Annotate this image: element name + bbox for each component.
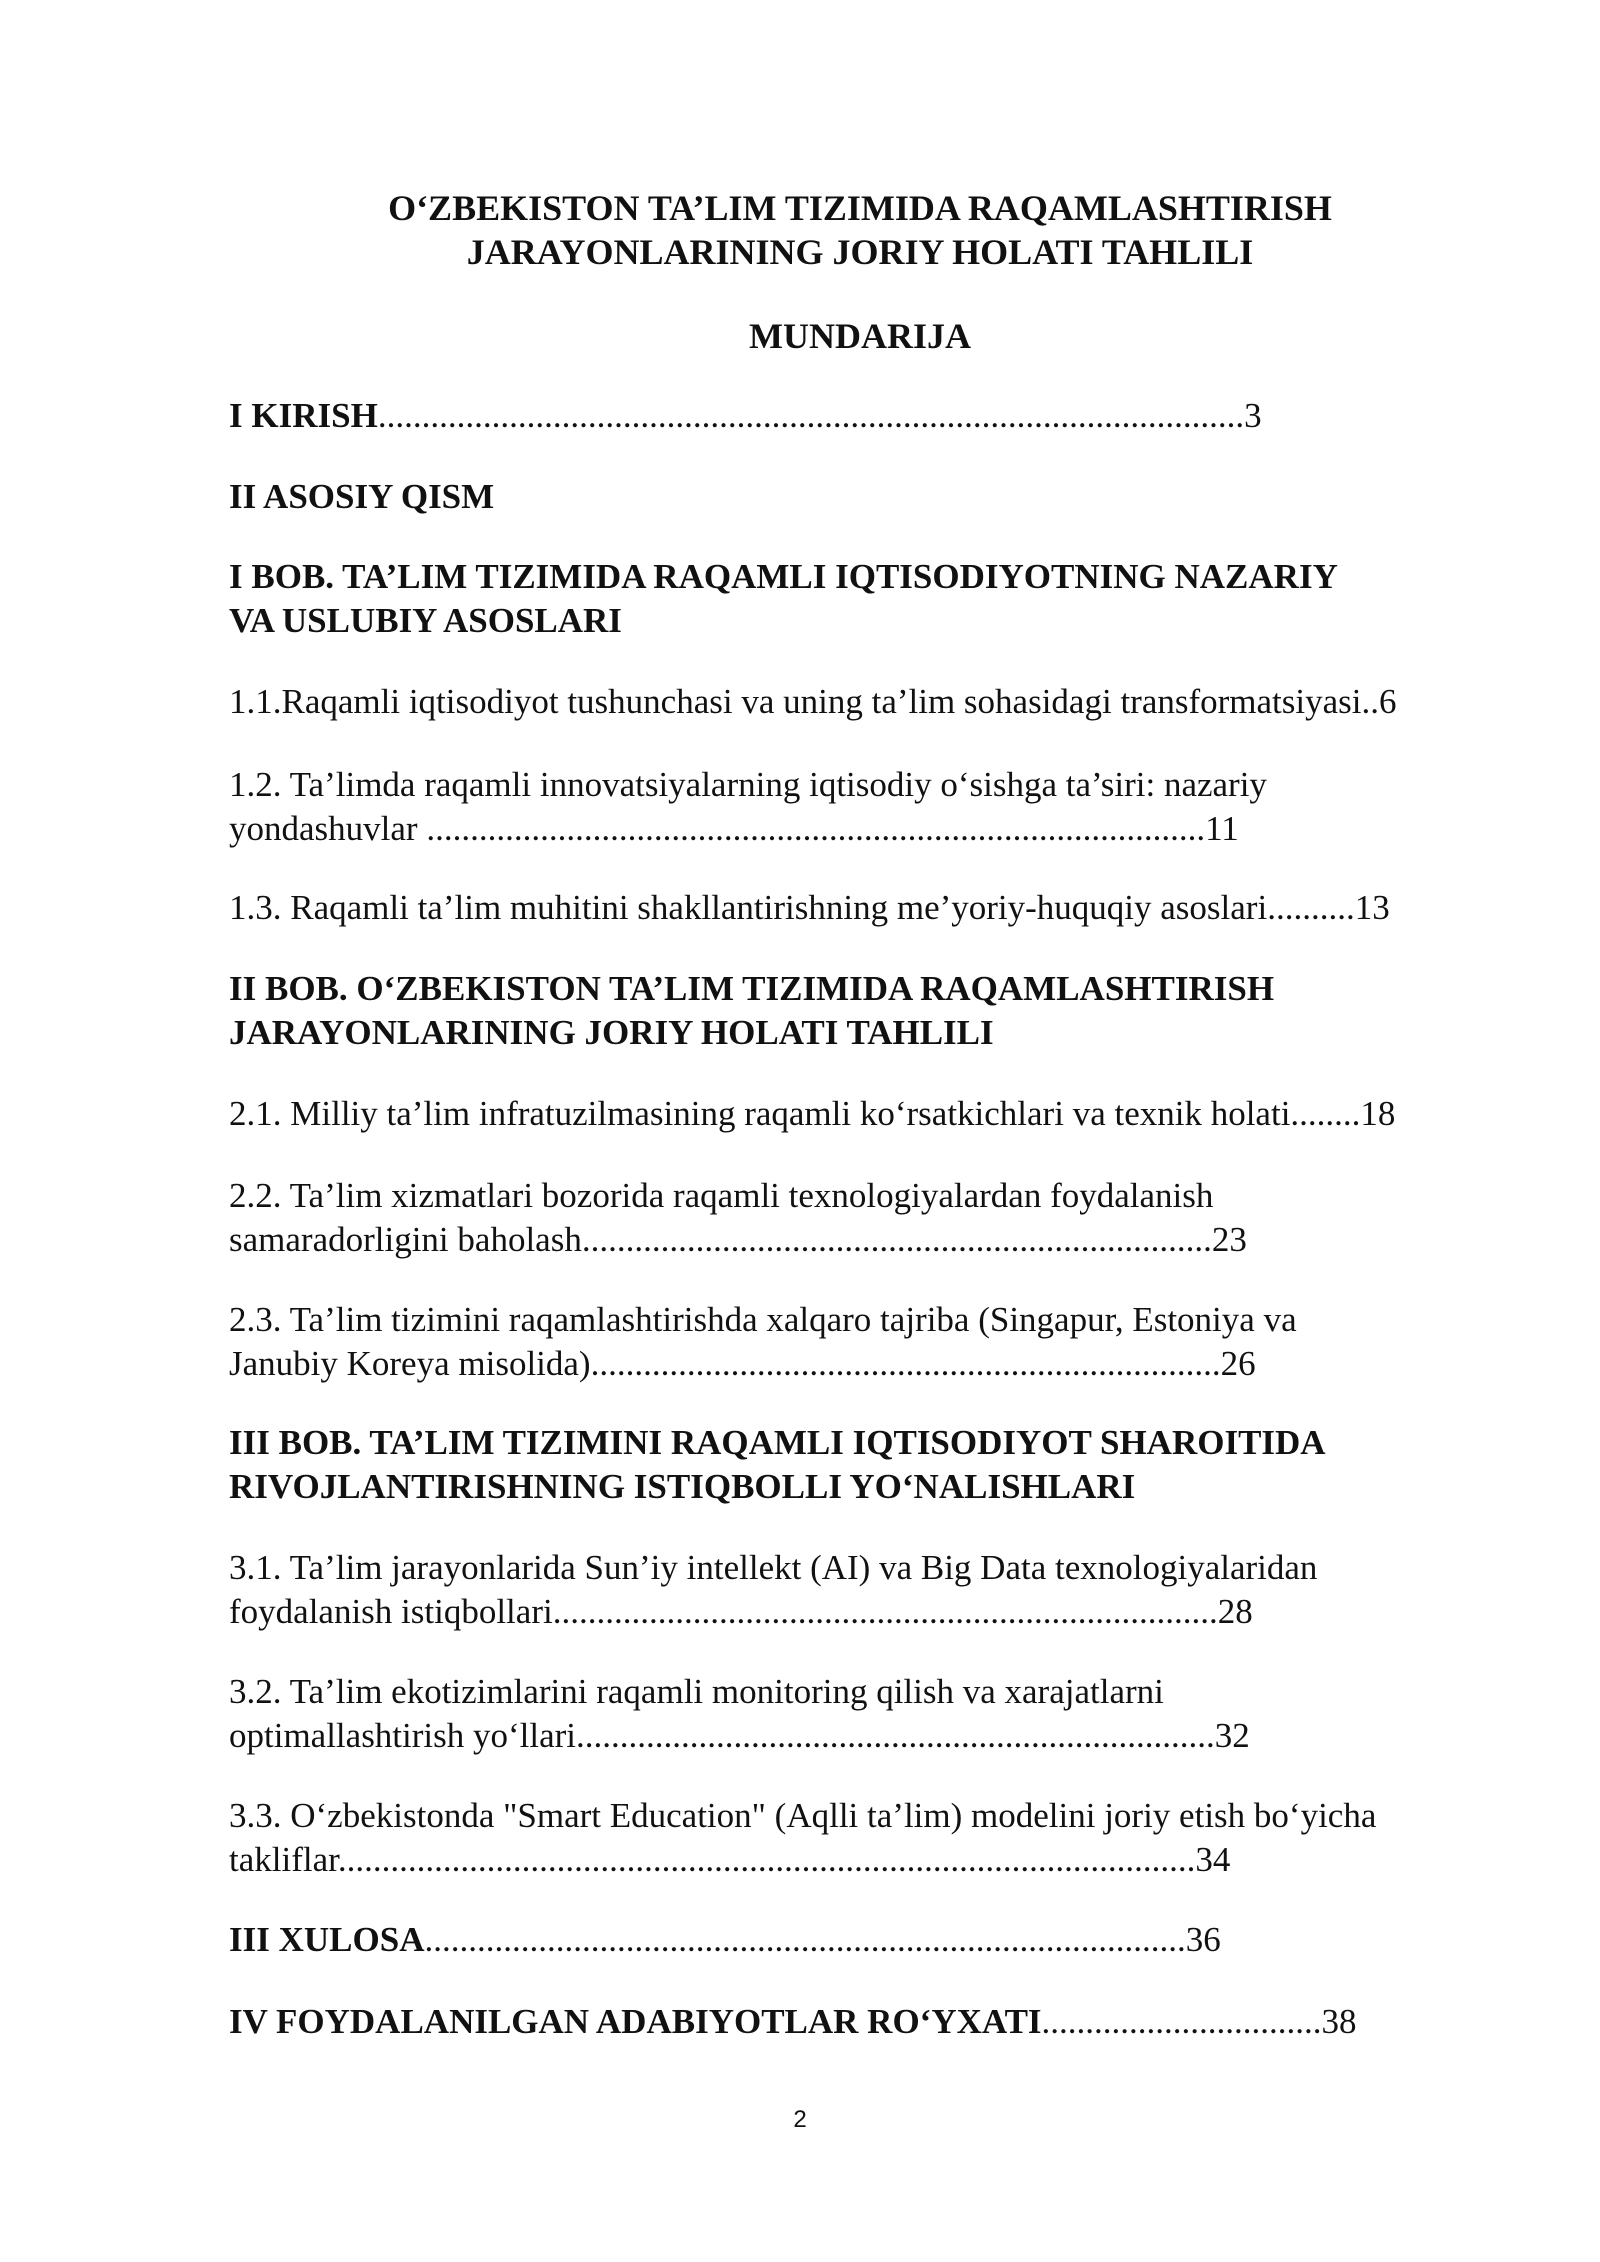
toc-section-1-2-line-2: yondashuvlar .........................................................................................11 <box>229 809 1239 848</box>
toc-section-3-1-line-1: 3.1. Ta’lim jarayonlarida Sun’iy intellekt (AI) va Big Data texnologiyalaridan <box>229 1548 1318 1587</box>
page-number: 2 <box>793 2106 807 2133</box>
toc-section-1-1[interactable] <box>229 680 1489 724</box>
toc-section-1-1-text: 1.1.Raqamli iqtisodiyot tushunchasi va uning ta’lim sohasidagi transformatsiyasi..6 <box>229 682 1397 721</box>
toc-chapter-2[interactable] <box>229 967 1489 1055</box>
toc-chapter-3[interactable] <box>229 1421 1489 1509</box>
toc-section-1-2[interactable] <box>229 763 1489 851</box>
toc-section-1-2-line-1: 1.2. Ta’limda raqamli innovatsiyalarning iqtisodiy o‘sishga ta’siri: nazariy <box>229 765 1267 804</box>
toc-section-3-2[interactable] <box>229 1670 1489 1758</box>
document-title <box>230 186 1490 274</box>
toc-entry-adabiyotlar-leader: ................................ <box>1041 2002 1322 2041</box>
toc-chapter-2-line-1: II BOB. O‘ZBEKISTON TA’LIM TIZIMIDA RAQAMLASHTIRISH <box>229 969 1275 1008</box>
toc-section-2-1-text: 2.1. Milliy ta’lim infratuzilmasining raqamli ko‘rsatkichlari va texnik holati........18 <box>229 1094 1396 1133</box>
toc-section-3-1[interactable] <box>229 1546 1489 1634</box>
toc-chapter-2-line-2: JARAYONLARINING JORIY HOLATI TAHLILI <box>229 1013 994 1052</box>
toc-chapter-1-line-1: I BOB. TA’LIM TIZIMIDA RAQAMLI IQTISODIYOTNING NAZARIY <box>229 557 1338 596</box>
toc-chapter-1-line-2: VA USLUBIY ASOSLARI <box>229 601 622 640</box>
toc-entry-adabiyotlar-title: IV FOYDALANILGAN ADABIYOTLAR RO‘YXATI <box>229 2002 1042 2041</box>
toc-section-3-1-line-2: foydalanish istiqbollari............................................................................28 <box>229 1592 1253 1631</box>
toc-entry-kirish-leader: ................................................................................................... <box>377 396 1245 435</box>
toc-section-3-3-line-2: takliflar..................................................................................................34 <box>229 1840 1231 1879</box>
toc-section-3-2-line-1: 3.2. Ta’lim ekotizimlarini raqamli monitoring qilish va xarajatlarni <box>229 1672 1164 1711</box>
toc-section-2-3[interactable] <box>229 1298 1489 1386</box>
toc-section-3-3-line-1: 3.3. O‘zbekistonda "Smart Education" (Aqlli ta’lim) modelini joriy etish bo‘yicha <box>229 1796 1377 1835</box>
toc-entry-adabiyotlar-page: 38 <box>1321 2002 1357 2041</box>
toc-entry-kirish-page: 3 <box>1244 396 1262 435</box>
toc-chapter-3-line-2: RIVOJLANTIRISHNING ISTIQBOLLI YO‘NALISHLARI <box>229 1467 1136 1506</box>
toc-chapter-1[interactable] <box>229 555 1489 643</box>
toc-section-2-3-line-2: Janubiy Koreya misolida)........................................................................26 <box>229 1344 1256 1383</box>
toc-entry-xulosa-page: 36 <box>1185 1920 1221 1959</box>
toc-section-3-2-line-2: optimallashtirish yo‘llari.........................................................................32 <box>229 1716 1250 1755</box>
toc-section-2-3-line-1: 2.3. Ta’lim tizimini raqamlashtirishda xalqaro tajriba (Singapur, Estoniya va <box>229 1300 1297 1339</box>
toc-section-1-3-text: 1.3. Raqamli ta’lim muhitini shakllantirishning me’yoriy-huquqiy asoslari..........13 <box>229 888 1390 927</box>
toc-section-3-3[interactable] <box>229 1794 1489 1882</box>
toc-section-2-2-line-1: 2.2. Ta’lim xizmatlari bozorida raqamli texnologiyalardan foydalanish <box>229 1176 1214 1215</box>
toc-section-1-3[interactable] <box>229 886 1489 930</box>
toc-chapter-3-line-1: III BOB. TA’LIM TIZIMINI RAQAMLI IQTISODIYOT SHAROITIDA <box>229 1423 1326 1462</box>
document-title-line-1: O‘ZBEKISTON TA’LIM TIZIMIDA RAQAMLASHTIRISH <box>388 188 1332 228</box>
toc-entry-asosiy-qism-title: II ASOSIY QISM <box>229 477 495 516</box>
toc-section-2-1[interactable] <box>229 1092 1489 1136</box>
toc-entry-xulosa[interactable] <box>229 1918 1489 1962</box>
toc-entry-xulosa-title: III XULOSA <box>229 1920 425 1959</box>
toc-entry-xulosa-leader: ....................................................................................... <box>424 1920 1186 1959</box>
toc-entry-kirish[interactable] <box>229 394 1489 438</box>
toc-entry-adabiyotlar[interactable] <box>229 2000 1489 2044</box>
document-title-line-2: JARAYONLARINING JORIY HOLATI TAHLILI <box>466 232 1254 272</box>
toc-entry-asosiy-qism[interactable] <box>229 475 1489 519</box>
toc-entry-kirish-title: I KIRISH <box>229 396 378 435</box>
toc-heading: MUNDARIJA <box>749 316 971 356</box>
toc-section-2-2[interactable] <box>229 1174 1489 1262</box>
toc-section-2-2-line-2: samaradorligini baholash........................................................................23 <box>229 1220 1247 1259</box>
